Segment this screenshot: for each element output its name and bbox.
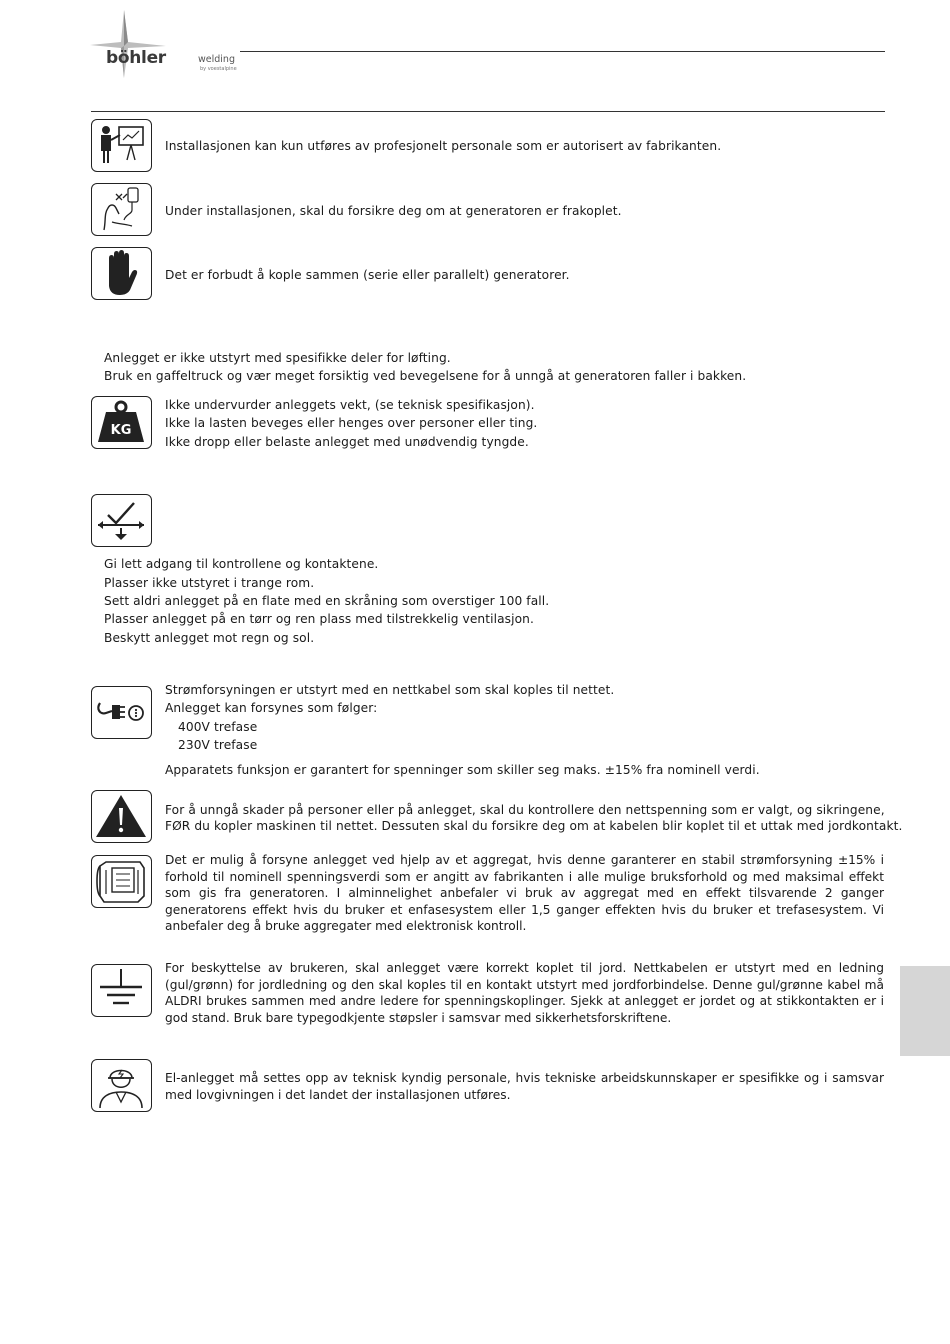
brand-name: böhler bbox=[106, 48, 166, 68]
power-option-400v: 400V trefase bbox=[178, 720, 258, 734]
install-disconnect-text: Under installasjonen, skal du forsikre deg om at generatoren er frakoplet. bbox=[165, 204, 622, 218]
placement-line-5: Beskytt anlegget mot regn og sol. bbox=[104, 631, 315, 645]
level-surface-icon bbox=[91, 494, 152, 547]
stop-hand-icon bbox=[91, 247, 152, 300]
brand-logo bbox=[88, 8, 248, 80]
power-line-2: Anlegget kan forsynes som følger: bbox=[165, 701, 378, 715]
chapter-side-tab bbox=[900, 966, 950, 1056]
warning-line-1: For å unngå skader på personer eller på anlegget, skal du kontrollere den nettspenning som er valgt, og sikringene, bbox=[165, 803, 885, 817]
electrician-icon bbox=[91, 1059, 152, 1112]
lifting-line-2: Bruk en gaffeltruck og vær meget forsiktig ved bevegelsene for å unngå at generatoren faller i bakken. bbox=[104, 369, 747, 383]
electrician-text: El-anlegget må settes opp av teknisk kyndig personale, hvis tekniske arbeidskunnskaper er spesifikke og i samsvar med lovgivningen i det landet der installasjonen utføres. bbox=[165, 1071, 884, 1102]
power-plug-icon bbox=[91, 686, 152, 739]
install-professional-text: Installasjonen kan kun utføres av profesjonelt personale som er autorisert av fabrikanten. bbox=[165, 139, 722, 153]
warning-line-2: FØR du kopler maskinen til nettet. Dessuten skal du forsikre deg om at kabelen blir koplet til et uttak med jordkontakt. bbox=[165, 819, 903, 833]
warning-triangle-icon bbox=[91, 790, 152, 843]
brand-tagline: by voestalpine bbox=[200, 66, 237, 72]
generator-icon bbox=[91, 855, 152, 908]
weight-line-2: Ikke la lasten beveges eller henges over personer eller ting. bbox=[165, 416, 538, 430]
weight-line-1: Ikke undervurder anleggets vekt, (se teknisk spesifikasjon). bbox=[165, 398, 535, 412]
ground-symbol-icon bbox=[91, 964, 152, 1017]
grounding-text: For beskyttelse av brukeren, skal anlegget være korrekt koplet til jord. Nettkabelen er utstyrt med en ledning (gul/grønn) for jordledning og den skal koples til en kontakt utstyrt med jordforbindelse. Denne gul/grønne kabel må ALDRI brukes sammen med andre ledere for spenningskoplinger. Sjekk at anlegget er jordet og at stikkontakten er i god stand. Bruk bare typegodkjente støpsler i samsvar med sikkerhetsforskriftene. bbox=[165, 961, 884, 1025]
placement-line-1: Gi lett adgang til kontrollene og kontaktene. bbox=[104, 557, 379, 571]
placement-line-4: Plasser anlegget på en tørr og ren plass med tilstrekkelig ventilasjon. bbox=[104, 612, 534, 626]
power-option-230v: 230V trefase bbox=[178, 738, 258, 752]
header-rule bbox=[240, 51, 885, 52]
presenter-icon bbox=[91, 119, 152, 172]
power-tolerance: Apparatets funksjon er garantert for spenninger som skiller seg maks. ±15% fra nominell verdi. bbox=[165, 763, 760, 777]
weight-line-3: Ikke dropp eller belaste anlegget med unødvendig tyngde. bbox=[165, 435, 529, 449]
brand-suffix: welding bbox=[198, 54, 235, 65]
power-line-1: Strømforsyningen er utstyrt med en nettkabel som skal koples til nettet. bbox=[165, 683, 615, 697]
placement-line-3: Sett aldri anlegget på en flate med en skråning som overstiger 100 fall. bbox=[104, 594, 550, 608]
weight-label: KG bbox=[110, 423, 132, 438]
star-icon bbox=[88, 8, 168, 80]
placement-line-2: Plasser ikke utstyret i trange rom. bbox=[104, 576, 315, 590]
weight-kg-icon bbox=[91, 396, 152, 449]
section-rule bbox=[91, 111, 885, 112]
generator-text: Det er mulig å forsyne anlegget ved hjelp av et aggregat, hvis denne garanterer en stabil strømforsyning ±15% i forhold til nominell spenningsverdi som er angitt av fabrikanten i alle mulige bruksforhold og med maksimal effekt som gis fra generatoren. I alminnelighet anbefaler vi bruk av aggregat med en effekt tilsvarende 2 ganger generatorens effekt hvis du bruker et enfasesystem eller 1,5 ganger effekten hvis du bruker et trefasesystem. Vi anbefaler deg å bruke aggregater med elektronisk kontroll. bbox=[165, 853, 884, 933]
install-no-series-text: Det er forbudt å kople sammen (serie eller parallelt) generatorer. bbox=[165, 268, 570, 282]
lifting-line-1: Anlegget er ikke utstyrt med spesifikke deler for løfting. bbox=[104, 351, 451, 365]
unplug-hand-icon bbox=[91, 183, 152, 236]
